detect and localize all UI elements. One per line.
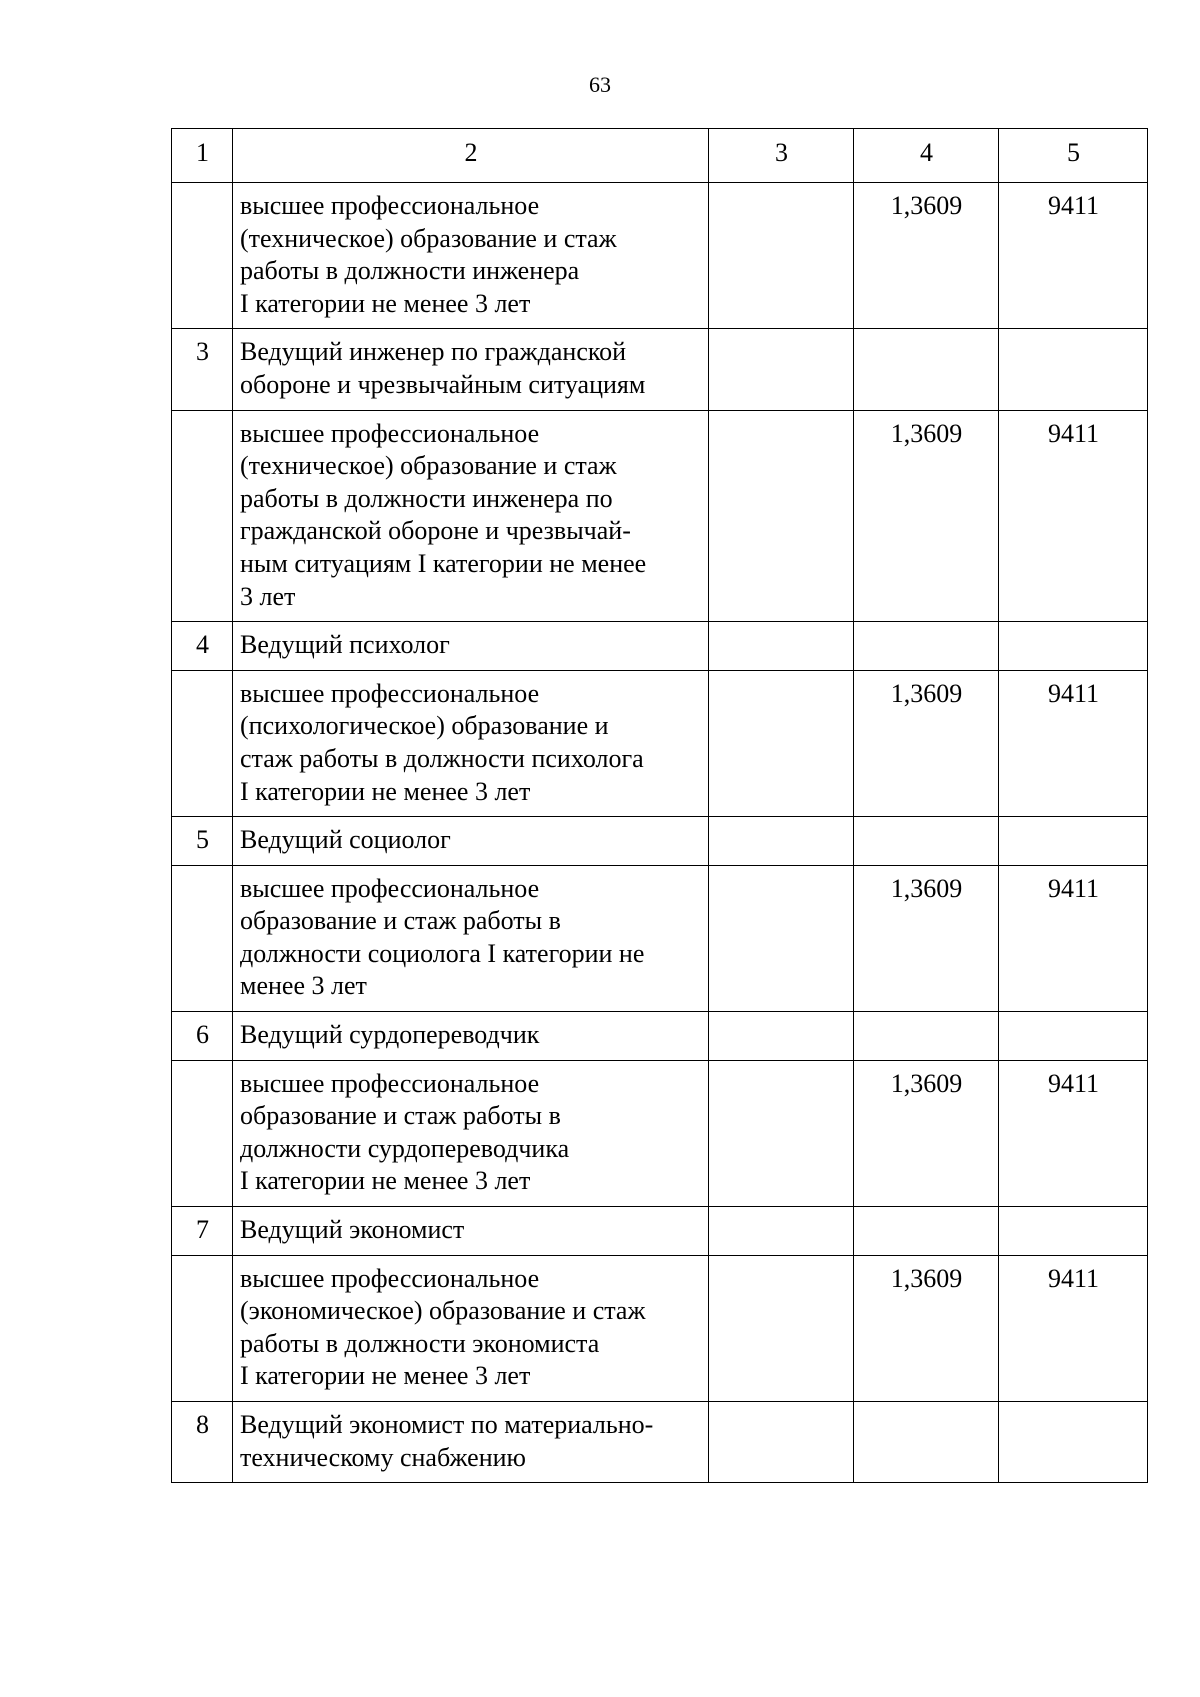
salary-cell: 9411 xyxy=(999,183,1148,329)
row-description-cell xyxy=(233,183,709,329)
row-number-cell xyxy=(172,1255,233,1401)
description-line: высшее профессиональное xyxy=(240,873,540,903)
description-line: 3 лет xyxy=(240,581,296,611)
salary-cell: 9411 xyxy=(999,865,1148,1011)
row-number-cell: 7 xyxy=(172,1207,233,1256)
row-description-cell xyxy=(233,1012,709,1061)
coefficient-cell: 1,3609 xyxy=(854,410,999,622)
coefficient-cell: 1,3609 xyxy=(854,865,999,1011)
row-number-cell: 3 xyxy=(172,329,233,410)
table-header-row xyxy=(172,129,1148,183)
column-3-cell xyxy=(709,1060,854,1206)
salary-cell xyxy=(999,817,1148,866)
page-number: 63 xyxy=(589,72,611,97)
coefficient-cell xyxy=(854,817,999,866)
column-3-cell xyxy=(709,670,854,816)
description-line: Ведущий экономист по материально- xyxy=(240,1410,654,1439)
header-cell-1: 1 xyxy=(172,129,233,183)
row-number-cell xyxy=(172,865,233,1011)
table-row xyxy=(172,1012,1148,1061)
header-cell-5: 5 xyxy=(999,129,1148,183)
description-line: (экономическое) образование и стаж xyxy=(240,1296,646,1326)
table-row xyxy=(172,329,1148,410)
salary-cell xyxy=(999,622,1148,671)
header-cell-4: 4 xyxy=(854,129,999,183)
coefficient-cell: 1,3609 xyxy=(854,183,999,329)
column-3-cell xyxy=(709,817,854,866)
table-row xyxy=(172,1060,1148,1206)
row-number-cell: 4 xyxy=(172,622,233,671)
description-line: образование и стаж работы в xyxy=(240,906,561,936)
description-line: Ведущий социолог xyxy=(240,825,451,855)
column-3-cell xyxy=(709,1255,854,1401)
header-cell-3: 3 xyxy=(709,129,854,183)
row-description-cell xyxy=(233,670,709,816)
coefficient-cell: 1,3609 xyxy=(854,670,999,816)
column-3-cell xyxy=(709,410,854,622)
row-number-cell: 8 xyxy=(172,1402,233,1483)
positions-table xyxy=(171,128,1148,1483)
description-line: обороне и чрезвычайным ситуациям xyxy=(240,369,646,399)
description-line: образование и стаж работы в xyxy=(240,1101,561,1131)
description-line: Ведущий экономист xyxy=(240,1215,465,1245)
coefficient-cell: 1,3609 xyxy=(854,1255,999,1401)
description-line: (техническое) образование и стаж xyxy=(240,451,617,481)
row-number-cell xyxy=(172,410,233,622)
row-number-cell: 6 xyxy=(172,1012,233,1061)
row-description-cell xyxy=(233,1402,709,1483)
description-line: работы в должности инженера по xyxy=(240,483,613,513)
coefficient-cell xyxy=(854,622,999,671)
column-3-cell xyxy=(709,622,854,671)
coefficient-cell xyxy=(854,329,999,410)
description-line: I категории не менее 3 лет xyxy=(240,288,531,318)
salary-cell xyxy=(999,1012,1148,1061)
description-line: Ведущий психолог xyxy=(240,630,450,660)
column-3-cell xyxy=(709,1207,854,1256)
row-number-cell xyxy=(172,670,233,816)
row-description-cell xyxy=(233,1255,709,1401)
row-description-cell xyxy=(233,1207,709,1256)
row-description-cell xyxy=(233,1060,709,1206)
row-description-cell xyxy=(233,622,709,671)
table-row xyxy=(172,1255,1148,1401)
row-number-cell xyxy=(172,183,233,329)
column-3-cell xyxy=(709,865,854,1011)
description-line: техническому снабжению xyxy=(240,1442,526,1472)
description-line: I категории не менее 3 лет xyxy=(240,1166,531,1196)
salary-cell: 9411 xyxy=(999,410,1148,622)
salary-cell xyxy=(999,329,1148,410)
description-line: Ведущий сурдопереводчик xyxy=(240,1020,540,1050)
description-line: ным ситуациям I категории не менее xyxy=(240,548,647,578)
description-line: должности социолога I категории не xyxy=(240,938,645,968)
description-line: менее 3 лет xyxy=(240,971,367,1001)
row-number-cell: 5 xyxy=(172,817,233,866)
description-line: (психологическое) образование и xyxy=(240,711,609,741)
coefficient-cell xyxy=(854,1402,999,1483)
row-description-cell xyxy=(233,329,709,410)
description-line: работы в должности инженера xyxy=(240,256,580,286)
column-3-cell xyxy=(709,329,854,410)
table-row xyxy=(172,865,1148,1011)
salary-cell: 9411 xyxy=(999,1060,1148,1206)
salary-cell xyxy=(999,1207,1148,1256)
header-cell-2: 2 xyxy=(233,129,709,183)
description-line: высшее профессиональное xyxy=(240,418,540,448)
salary-cell: 9411 xyxy=(999,670,1148,816)
row-description-cell xyxy=(233,410,709,622)
table-row xyxy=(172,817,1148,866)
row-number-cell xyxy=(172,1060,233,1206)
column-3-cell xyxy=(709,183,854,329)
table-row xyxy=(172,183,1148,329)
description-line: высшее профессиональное xyxy=(240,1263,540,1293)
table-row xyxy=(172,622,1148,671)
description-line: высшее профессиональное xyxy=(240,1068,540,1098)
coefficient-cell: 1,3609 xyxy=(854,1060,999,1206)
description-line: стаж работы в должности психолога xyxy=(240,743,644,773)
column-3-cell xyxy=(709,1402,854,1483)
coefficient-cell xyxy=(854,1012,999,1061)
table-row xyxy=(172,410,1148,622)
description-line: I категории не менее 3 лет xyxy=(240,1361,531,1391)
description-line: высшее профессиональное xyxy=(240,678,540,708)
salary-cell: 9411 xyxy=(999,1255,1148,1401)
description-line: высшее профессиональное xyxy=(240,191,540,220)
table-row xyxy=(172,1402,1148,1483)
description-line: должности сурдопереводчика xyxy=(240,1133,570,1163)
row-description-cell xyxy=(233,817,709,866)
table-row xyxy=(172,1207,1148,1256)
description-line: (техническое) образование и стаж xyxy=(240,223,617,253)
row-description-cell xyxy=(233,865,709,1011)
description-line: I категории не менее 3 лет xyxy=(240,776,531,806)
description-line: работы в должности экономиста xyxy=(240,1328,600,1358)
column-3-cell xyxy=(709,1012,854,1061)
description-line: гражданской обороне и чрезвычай- xyxy=(240,516,631,546)
salary-cell xyxy=(999,1402,1148,1483)
coefficient-cell xyxy=(854,1207,999,1256)
description-line: Ведущий инженер по гражданской xyxy=(240,337,627,367)
table-row xyxy=(172,670,1148,816)
table-body xyxy=(172,129,1148,1483)
